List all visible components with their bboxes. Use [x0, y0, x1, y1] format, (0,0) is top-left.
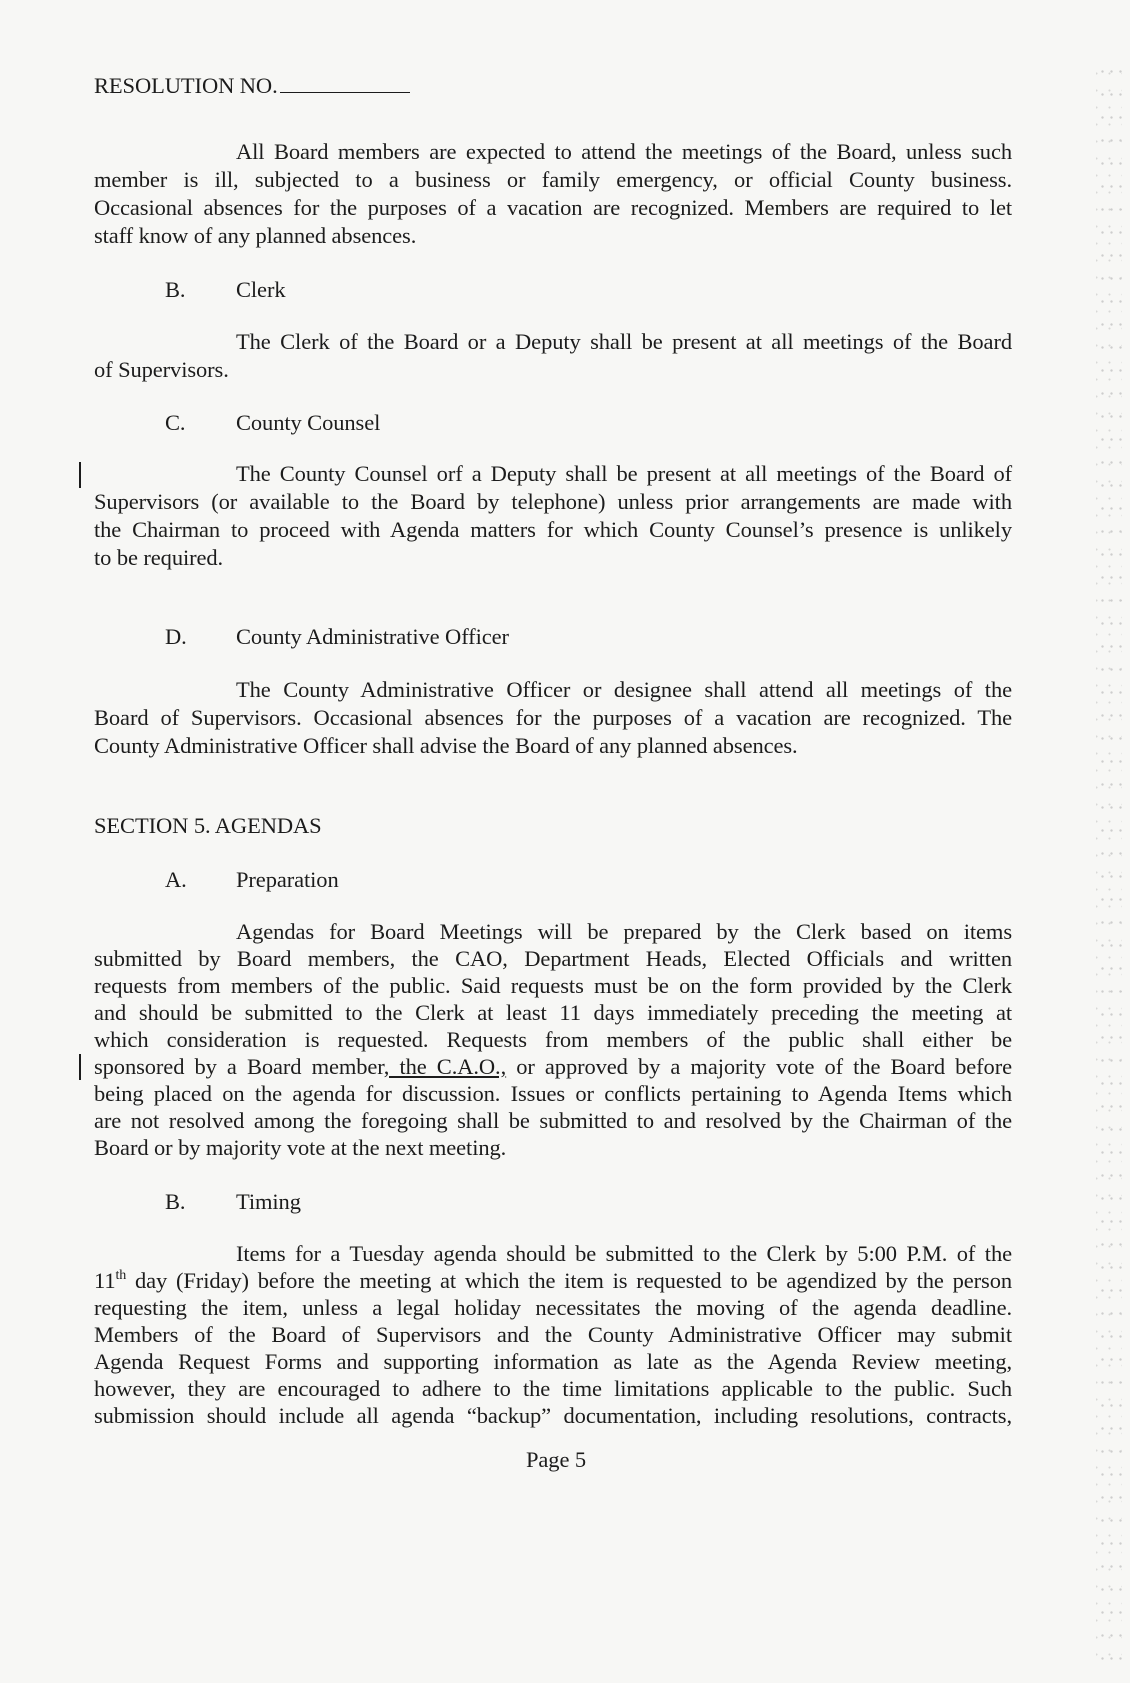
paragraph-line: member is ill, subjected to a business or family emergency, or official County business. [94, 167, 1012, 192]
ordinal-suffix: th [115, 1267, 127, 1283]
paragraph-line [94, 1267, 1012, 1295]
paragraph-line: however, they are encouraged to adhere to the time limitations applicable to the public. Such [94, 1376, 1012, 1401]
paragraph-line-amended [94, 1053, 1012, 1081]
paragraph-line: County Administrative Officer shall advise the Board of any planned absences. [94, 733, 798, 758]
resolution-label: RESOLUTION NO. [94, 73, 278, 98]
paragraph-line: submitted by Board members, the CAO, Department Heads, Elected Officials and written [94, 946, 1012, 971]
paragraph-line: Members of the Board of Supervisors and the County Administrative Officer may submit [94, 1322, 1012, 1347]
day-number: 11 [94, 1268, 116, 1293]
resolution-heading [94, 72, 410, 100]
subsection-title-clerk: Clerk [236, 277, 286, 302]
subsection-title-timing: Timing [236, 1189, 301, 1214]
paragraph-line: requesting the item, unless a legal holiday necessitates the moving of the agenda deadline. [94, 1295, 1012, 1320]
paragraph-line: Agenda Request Forms and supporting information as late as the Agenda Review meeting, [94, 1349, 1012, 1374]
paragraph-line: and should be submitted to the Clerk at least 11 days immediately preceding the meeting at [94, 1000, 1012, 1025]
paragraph-line: are not resolved among the foregoing shall be submitted to and resolved by the Chairman of the [94, 1108, 1012, 1133]
resolution-number-blank [280, 72, 410, 93]
paragraph-line: submission should include all agenda “backup” documentation, including resolutions, contracts, [94, 1403, 1012, 1428]
subsection-title-cao: County Administrative Officer [236, 624, 509, 649]
scan-edge-noise [1096, 60, 1122, 1660]
paragraph-line: Agendas for Board Meetings will be prepared by the Clerk based on items [236, 919, 1012, 944]
subsection-title-preparation: Preparation [236, 867, 339, 892]
paragraph-line: Items for a Tuesday agenda should be submitted to the Clerk by 5:00 P.M. of the [236, 1241, 1012, 1266]
inserted-text-cao: , the C.A.O., [383, 1054, 507, 1079]
paragraph-line: The Clerk of the Board or a Deputy shall be present at all meetings of the Board [236, 329, 1012, 354]
paragraph-line: of Supervisors. [94, 357, 229, 382]
section-heading-agendas: SECTION 5. AGENDAS [94, 813, 322, 838]
paragraph-line: to be required. [94, 545, 224, 570]
subsection-letter: D. [165, 624, 187, 649]
paragraph-line: which consideration is requested. Requests from members of the public shall either be [94, 1027, 1012, 1052]
line-text: or approved by a majority vote of the Board before [506, 1054, 1012, 1079]
paragraph-line: being placed on the agenda for discussion. Issues or conflicts pertaining to Agenda Items which [94, 1081, 1012, 1106]
line-text: sponsored by a Board member [94, 1054, 384, 1079]
subsection-letter: B. [165, 277, 186, 302]
paragraph-line: Occasional absences for the purposes of a vacation are recognized. Members are required to let [94, 195, 1012, 220]
paragraph-line: The County Administrative Officer or designee shall attend all meetings of the [236, 677, 1012, 702]
paragraph-line: the Chairman to proceed with Agenda matters for which County Counsel’s presence is unlikely [94, 517, 1012, 542]
page-number: Page 5 [526, 1447, 587, 1472]
paragraph-line: staff know of any planned absences. [94, 223, 417, 248]
paragraph-line: requests from members of the public. Said requests must be on the form provided by the Clerk [94, 973, 1012, 998]
subsection-letter: B. [165, 1189, 186, 1214]
revision-bar [79, 1054, 81, 1080]
revision-bar [79, 462, 81, 488]
paragraph-line: The County Counsel orf a Deputy shall be present at all meetings of the Board of [236, 461, 1012, 486]
subsection-letter: A. [165, 867, 187, 892]
subsection-title-county-counsel: County Counsel [236, 410, 381, 435]
paragraph-line: Board of Supervisors. Occasional absences for the purposes of a vacation are recognized. The [94, 705, 1012, 730]
subsection-letter: C. [165, 410, 186, 435]
paragraph-line: All Board members are expected to attend the meetings of the Board, unless such [236, 139, 1012, 164]
paragraph-line: Supervisors (or available to the Board by telephone) unless prior arrangements are made with [94, 489, 1012, 514]
line-text: day (Friday) before the meeting at which the item is requested to be agendized by the person [126, 1268, 1012, 1293]
paragraph-line: Board or by majority vote at the next meeting. [94, 1135, 507, 1160]
